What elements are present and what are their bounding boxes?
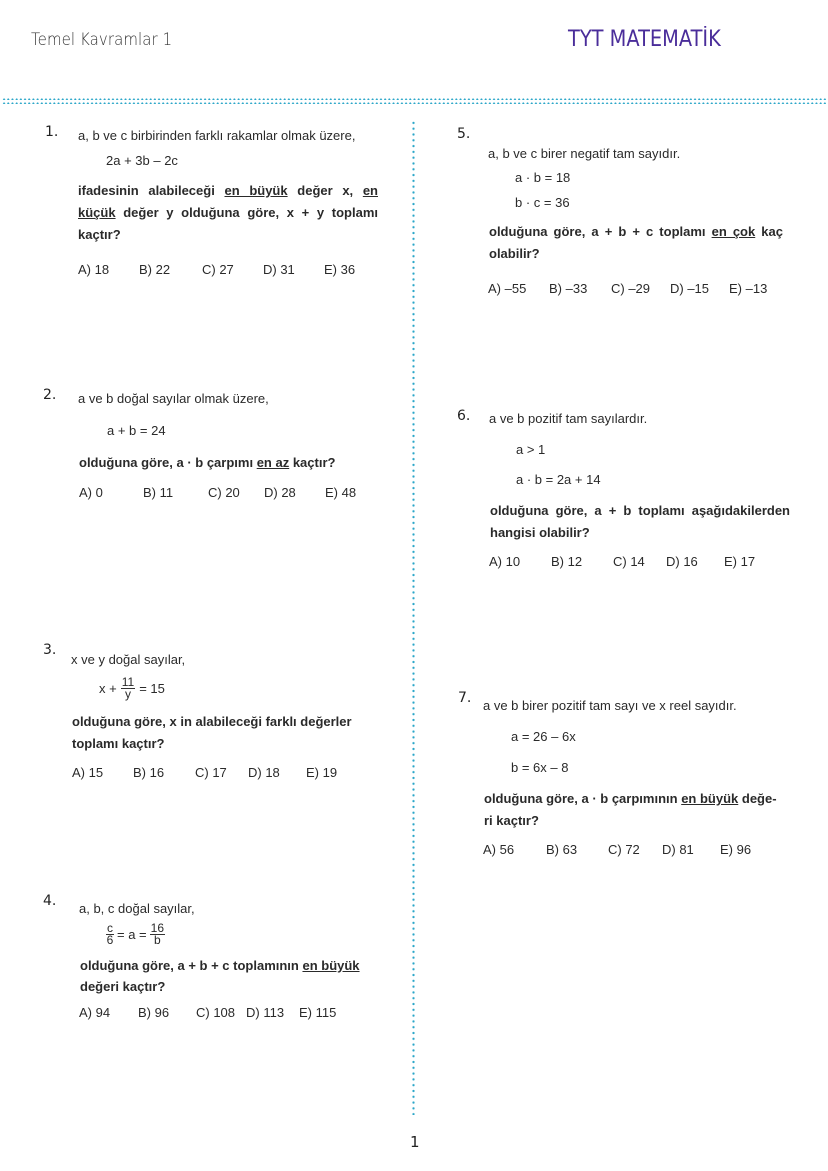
question-prompt-line: değeri kaçtır? [80,979,166,994]
question-prompt-line: ifadesinin alabileceği en büyük değer x, en [78,183,378,198]
option-b[interactable]: B) 11 [143,485,174,500]
equation: a · b = 2a + 14 [516,472,601,487]
option-a[interactable]: A) 18 [78,262,110,277]
equation: a · b = 18 [515,170,571,185]
option-e[interactable]: E) 17 [724,554,756,569]
equation: a + b = 24 [107,423,166,438]
option-d[interactable]: D) 28 [264,485,296,500]
chapter-title: Temel Kavramlar 1 [31,30,173,50]
question-prompt-line: kaçtır? [78,227,121,242]
question-prompt-line: olduğuna göre, a + b toplamı aşağıdakilerden [490,503,790,518]
option-e[interactable]: E) 115 [299,1005,337,1020]
question-number: 1. [45,124,59,140]
option-d[interactable]: D) 81 [662,842,694,857]
option-c[interactable]: C) –29 [611,281,651,296]
option-d[interactable]: D) 16 [666,554,698,569]
option-d[interactable]: D) 31 [263,262,295,277]
equation: b · c = 36 [515,195,570,210]
question-prompt-line: olduğuna göre, a · b çarpımı en az kaçtır? [79,455,336,470]
equation: b = 6x – 8 [511,760,569,775]
question-prompt-line: küçük değer y olduğuna göre, x + y toplamı [78,205,378,220]
option-e[interactable]: E) 36 [324,262,356,277]
answer-options [79,1005,336,1020]
question-prompt-line: olduğuna göre, a · b çarpımının en büyük değe- [484,791,777,806]
equation: $\frac{c}{6}$ = a = $\frac{16}{b}$ [106,921,164,947]
answer-options [72,765,337,780]
header-divider-bottom [2,102,826,104]
answer-options [78,262,355,277]
fraction: $\frac{11}{y}$ [121,675,135,701]
option-a[interactable]: A) –55 [488,281,527,296]
option-c[interactable]: C) 72 [608,842,640,857]
option-c[interactable]: C) 14 [613,554,645,569]
answer-options [489,554,755,569]
option-e[interactable]: E) 19 [306,765,338,780]
column-divider [412,120,415,1115]
answer-options [483,842,751,857]
question-number: 6. [457,408,471,424]
question-prompt-line: olduğuna göre, x in alabileceği farklı değerler [72,714,352,729]
question-stem: x ve y doğal sayılar, [71,652,186,667]
option-d[interactable]: D) –15 [670,281,710,296]
option-e[interactable]: E) –13 [729,281,768,296]
question-prompt-line: olduğuna göre, a + b + c toplamının en büyük [80,958,360,973]
option-c[interactable]: C) 20 [208,485,240,500]
option-c[interactable]: C) 17 [195,765,227,780]
option-a[interactable]: A) 15 [72,765,104,780]
equation: a > 1 [516,442,546,457]
equation: a = 26 – 6x [511,729,576,744]
question-prompt-line: toplamı kaçtır? [72,736,165,751]
page-number: 1 [410,1133,420,1151]
option-a[interactable]: A) 94 [79,1005,111,1020]
question-prompt-line: hangisi olabilir? [490,525,590,540]
option-a[interactable]: A) 10 [489,554,521,569]
question-prompt-line: olduğuna göre, a + b + c toplamı en çok kaç [489,224,783,239]
subject-title: TYT MATEMATİK [568,27,721,52]
fraction: $\frac{c}{6}$ [106,921,114,947]
question-prompt-line: olabilir? [489,246,540,261]
equation: x + $\frac{11}{y}$ = 15 [99,675,165,701]
question-number: 4. [43,893,57,909]
question-number: 3. [43,642,57,658]
answer-options [79,485,356,500]
option-b[interactable]: B) 22 [139,262,171,277]
question-stem: a, b, c doğal sayılar, [79,901,195,916]
question-stem: a, b ve c birer negatif tam sayıdır. [488,146,681,161]
option-b[interactable]: B) –33 [549,281,588,296]
option-e[interactable]: E) 48 [325,485,357,500]
question-stem: a ve b birer pozitif tam sayı ve x reel sayıdır. [483,698,737,713]
question-stem: a ve b pozitif tam sayılardır. [489,411,648,426]
question-prompt-line: ri kaçtır? [484,813,539,828]
fraction: $\frac{16}{b}$ [150,921,164,947]
question-number: 7. [458,690,472,706]
header-divider-top [2,98,826,100]
option-b[interactable]: B) 12 [551,554,583,569]
question-number: 2. [43,387,57,403]
option-a[interactable]: A) 0 [79,485,103,500]
question-stem: a, b ve c birbirinden farklı rakamlar olmak üzere, [78,128,356,143]
question-stem: a ve b doğal sayılar olmak üzere, [78,391,269,406]
option-b[interactable]: B) 16 [133,765,165,780]
option-d[interactable]: D) 113 [246,1005,285,1020]
option-b[interactable]: B) 63 [546,842,578,857]
equation: 2a + 3b – 2c [106,153,178,168]
answer-options [488,281,767,296]
option-a[interactable]: A) 56 [483,842,515,857]
question-number: 5. [457,126,471,142]
option-b[interactable]: B) 96 [138,1005,170,1020]
option-d[interactable]: D) 18 [248,765,280,780]
option-c[interactable]: C) 27 [202,262,234,277]
option-e[interactable]: E) 96 [720,842,752,857]
option-c[interactable]: C) 108 [196,1005,236,1020]
